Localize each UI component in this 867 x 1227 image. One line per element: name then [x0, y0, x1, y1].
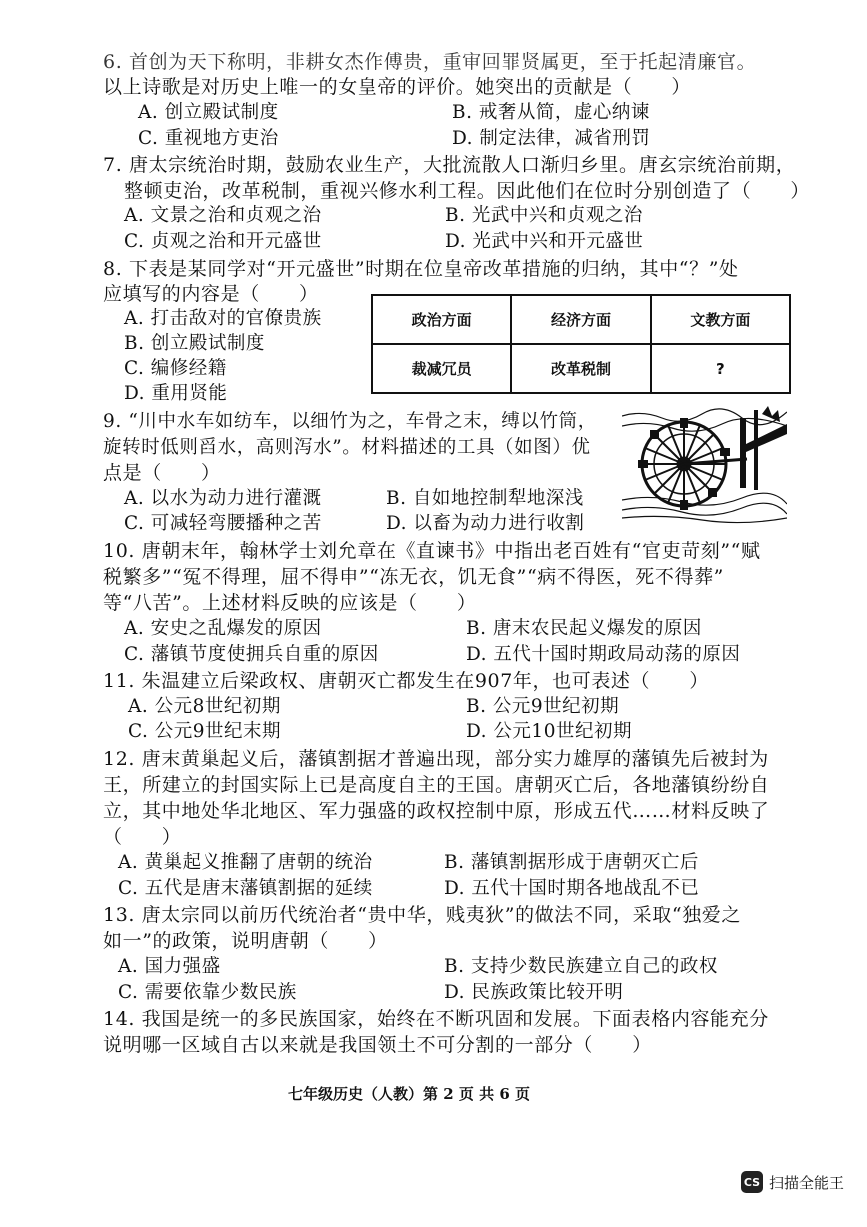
table-row	[372, 295, 790, 344]
q9-stem-3: 点是（ ）	[103, 462, 221, 484]
q8-option-a: A. 打击敌对的官僚贵族	[124, 308, 322, 329]
q13-stem-2: 如一”的政策，说明唐朝（ ）	[103, 930, 388, 952]
q11-stem: 11. 朱温建立后梁政权、唐朝灭亡都发生在907年，也可表述（ ）	[103, 670, 709, 692]
q10-stem-1: 10. 唐朝末年，翰林学士刘允章在《直谏书》中指出老百姓有“官吏苛刻”“赋	[103, 540, 761, 562]
q6-stem-top: 6. 首创为天下称明，非耕女杰作傅贵，重审回罪贤属更，至于托起清廉官。	[103, 51, 757, 73]
q11-option-d: D. 公元10世纪初期	[466, 721, 632, 742]
q8-option-b: B. 创立殿试制度	[124, 333, 265, 354]
page-footer: 七年级历史（人教）第 2 页 共 6 页	[288, 1085, 530, 1103]
waterwheel-illustration	[622, 404, 787, 524]
scanner-watermark	[741, 1170, 844, 1194]
q7-option-b: B. 光武中兴和贞观之治	[445, 205, 643, 226]
q12-stem-1: 12. 唐末黄巢起义后，藩镇割据才普遍出现，部分实力雄厚的藩镇先后被封为	[103, 748, 769, 770]
q6-option-d: D. 制定法律，减省刑罚	[452, 128, 651, 149]
q10-option-c: C. 藩镇节度使拥兵自重的原因	[124, 644, 379, 665]
q7-option-d: D. 光武中兴和开元盛世	[445, 231, 644, 252]
table-cell-economy: 改革税制	[511, 344, 650, 393]
q14-stem-1: 14. 我国是统一的多民族国家，始终在不断巩固和发展。下面表格内容能充分	[103, 1008, 769, 1030]
q9-option-d: D. 以畜为动力进行收割	[386, 513, 585, 534]
table-cell-politics: 裁减冗员	[372, 344, 511, 393]
q12-stem-3: 立，其中地处华北地区、军力强盛的政权控制中原，形成五代……材料反映了	[103, 800, 770, 822]
q13-option-a: A. 国力强盛	[118, 956, 221, 977]
q9-option-c: C. 可减轻弯腰播种之苦	[124, 513, 322, 534]
q8-stem-1: 8. 下表是某同学对“开元盛世”时期在位皇帝改革措施的归纳，其中“？”处	[103, 258, 739, 280]
q7-stem-2: 整顿吏治，改革税制，重视兴修水利工程。因此他们在位时分别创造了（ ）	[124, 180, 811, 202]
q12-option-c: C. 五代是唐末藩镇割据的延续	[118, 878, 373, 899]
q12-option-a: A. 黄巢起义推翻了唐朝的统治	[118, 852, 373, 873]
table-header-culture: 文教方面	[651, 295, 790, 344]
q12-stem-2: 王，所建立的封国实际上已是高度自主的王国。唐朝灭亡后，各地藩镇纷纷自	[103, 774, 770, 796]
q7-option-c: C. 贞观之治和开元盛世	[124, 231, 322, 252]
table-cell-culture: ?	[651, 344, 790, 393]
q9-option-a: A. 以水为动力进行灌溉	[124, 488, 322, 509]
q10-stem-3: 等“八苦”。上述材料反映的应该是（ ）	[103, 592, 477, 614]
q12-stem-4: （ ）	[103, 826, 182, 848]
q6-option-c: C. 重视地方吏治	[138, 128, 279, 149]
q9-stem-2: 旋转时低则舀水，高则泻水”。材料描述的工具（如图）优	[103, 437, 591, 458]
q11-option-c: C. 公元9世纪末期	[128, 721, 282, 742]
q6-option-b: B. 戒奢从简，虚心纳谏	[452, 102, 650, 123]
table-row	[372, 344, 790, 393]
q10-option-a: A. 安史之乱爆发的原因	[124, 618, 322, 639]
q13-option-b: B. 支持少数民族建立自己的政权	[444, 956, 718, 977]
q8-option-d: D. 重用贤能	[124, 383, 228, 404]
q9-option-b: B. 自如地控制犁地深浅	[386, 488, 584, 509]
q10-option-d: D. 五代十国时期政局动荡的原因	[466, 644, 741, 665]
q8-stem-2: 应填写的内容是（ ）	[103, 283, 319, 305]
q8-reform-table	[371, 294, 791, 394]
q12-option-b: B. 藩镇割据形成于唐朝灭亡后	[444, 852, 699, 873]
camscanner-logo-icon: CS	[741, 1171, 763, 1193]
q11-option-b: B. 公元9世纪初期	[466, 696, 620, 717]
q7-option-a: A. 文景之治和贞观之治	[124, 205, 322, 226]
q13-option-d: D. 民族政策比较开明	[444, 982, 624, 1003]
q10-stem-2: 税繁多”“冤不得理，屈不得申”“冻无衣，饥无食”“病不得医，死不得葬”	[103, 566, 724, 588]
q13-stem-1: 13. 唐太宗同以前历代统治者“贵中华，贱夷狄”的做法不同，采取“独爱之	[103, 904, 741, 926]
q13-option-c: C. 需要依靠少数民族	[118, 982, 297, 1003]
q6-stem: 以上诗歌是对历史上唯一的女皇帝的评价。她突出的贡献是（ ）	[103, 76, 692, 98]
q8-option-c: C. 编修经籍	[124, 358, 227, 379]
table-header-politics: 政治方面	[372, 295, 511, 344]
q11-option-a: A. 公元8世纪初期	[128, 696, 281, 717]
watermark-text: 扫描全能王	[769, 1173, 845, 1192]
q12-option-d: D. 五代十国时期各地战乱不已	[444, 878, 700, 899]
table-header-economy: 经济方面	[511, 295, 650, 344]
q7-stem-1: 7. 唐太宗统治时期，鼓励农业生产，大批流散人口渐归乡里。唐玄宗统治前期，	[103, 154, 796, 176]
q9-stem-1: 9. “川中水车如纺车，以细竹为之，车骨之末，缚以竹筒，	[103, 411, 597, 432]
q10-option-b: B. 唐末农民起义爆发的原因	[466, 618, 702, 639]
q6-option-a: A. 创立殿试制度	[138, 102, 279, 123]
q14-stem-2: 说明哪一区域自古以来就是我国领土不可分割的一部分（ ）	[103, 1034, 652, 1056]
